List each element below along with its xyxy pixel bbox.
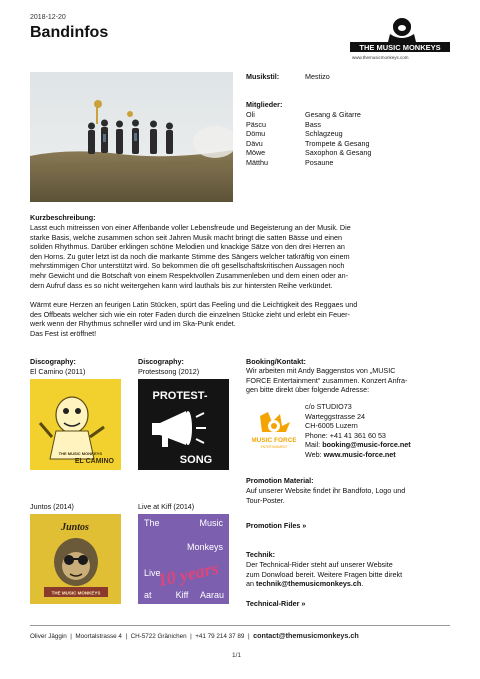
description-line: mehr Gewicht und die Botschaft von einem Respektvollen Zusammenleben und dem einen oder an- (30, 270, 349, 280)
member-role: Schlagzeug (305, 129, 343, 138)
album-title: El Camino (2011) (30, 367, 86, 376)
svg-text:THE MUSIC MONKEYS: THE MUSIC MONKEYS (51, 590, 101, 596)
document-date: 2018-12-20 (30, 14, 66, 21)
svg-text:THE MUSIC MONKEYS: THE MUSIC MONKEYS (58, 451, 102, 456)
member-row (246, 148, 446, 157)
page-number: 1/1 (232, 652, 242, 659)
member-row (246, 139, 446, 148)
footer-phone: +41 79 214 37 89 (195, 633, 245, 640)
web-label: Web: (305, 449, 324, 459)
album-cover-juntos[interactable] (30, 514, 121, 604)
discography-label: Discography: (30, 357, 76, 366)
svg-text:at: at (144, 590, 152, 600)
technik-line: zum Donwload bereit. Weitere Fragen bitte direkt (246, 569, 403, 579)
promotion-text (246, 486, 456, 505)
footer (30, 631, 450, 640)
member-row (246, 158, 446, 167)
footer-separator: | (125, 633, 128, 640)
footer-city: CH-5722 Gränichen (130, 633, 187, 640)
album-cover-el-camino[interactable] (30, 379, 121, 470)
svg-text:PROTEST-: PROTEST- (152, 390, 208, 402)
mail-line (305, 440, 465, 450)
description-line: des Offbeats welcher sich wie ein roter Faden durch die einzelnen Stücke zieht und erlebt ein Feuer- (30, 309, 350, 319)
address-line: Warteggstrasse 24 (305, 411, 366, 421)
promotion-line: Tour-Poster. (246, 495, 285, 505)
svg-text:Kiff: Kiff (175, 590, 189, 600)
svg-text:Aarau: Aarau (199, 590, 224, 600)
description-line: soliden Rhythmus. Darüber erklingen schöne Melodien und knackige Sätze von den drei Herren an (30, 242, 345, 252)
description-label: Kurzbeschreibung: (30, 213, 96, 222)
svg-text:ENTERTAINMENT: ENTERTAINMENT (260, 445, 288, 449)
footer-separator: | (190, 633, 192, 640)
booking-line: Wir arbeiten mit Andy Baggenstos von „MUSIC (246, 366, 396, 375)
member-role: Gesang & Gitarre (305, 110, 361, 119)
discography-label: Discography: (138, 357, 184, 366)
address-line: CH-6005 Luzern (305, 421, 358, 431)
member-role: Trompete & Gesang (305, 138, 370, 148)
album-cover-live-at-kiff[interactable] (138, 514, 229, 604)
description-line: starke Basis, welche zusammen schon seit Jahren Musik macht bringt die satten Bässe und einen (30, 232, 343, 242)
description-paragraph-2 (30, 300, 450, 338)
promotion-line: Auf unserer Website findet ihr Bandfoto, Logo und (246, 486, 406, 495)
member-row (246, 120, 446, 129)
album-cover-protestsong[interactable] (138, 379, 229, 470)
svg-text:The: The (144, 518, 160, 528)
technik-line: Der Technical-Rider steht auf unserer Website (246, 560, 393, 569)
booking-address (305, 402, 465, 460)
description-line: dern Aufruf dass es so nicht weitergehen kann wird lauthals bis zur hintersten Reihe verkündet. (30, 280, 333, 290)
member-name: Möwe (246, 148, 266, 157)
description-line: werk wenn der Rhythmus schneller wird und im Ska-Punk endet. (30, 319, 236, 329)
technik-email-link[interactable]: technik@themusicmonkeys.ch (256, 579, 362, 589)
page-title: Bandinfos (30, 24, 109, 41)
svg-text:MUSIC FORCE: MUSIC FORCE (252, 437, 296, 444)
technical-rider-link[interactable]: Technical-Rider » (246, 599, 306, 608)
promotion-label: Promotion Material: (246, 476, 314, 485)
footer-separator: | (247, 633, 250, 640)
booking-web-link[interactable]: www.music-force.net (323, 449, 396, 459)
music-force-logo (252, 410, 296, 454)
member-role: Bass (305, 119, 321, 129)
description-line: den Horns. Zu guter letzt ist da noch die markante Stimme des Sängers welcher tatkräftig von einem (30, 251, 350, 261)
description-paragraph-1 (30, 223, 450, 290)
member-name: Oli (246, 110, 255, 119)
svg-text:10 years: 10 years (155, 557, 221, 591)
booking-line: gen bitte direkt über folgende Adresse: (246, 385, 370, 395)
footer-email-link[interactable]: contact@themusicmonkeys.ch (253, 631, 359, 640)
technik-line: an technik@themusicmonkeys.ch. (246, 579, 364, 589)
album-title: Protestsong (2012) (138, 367, 200, 376)
technik-label: Technik: (246, 550, 276, 559)
address-line: c/o STUDIO73 (305, 402, 352, 411)
svg-text:Monkeys: Monkeys (186, 542, 223, 552)
member-name: Dömu (246, 129, 266, 138)
booking-line: FORCE Entertainment“ zusammen. Konzert Anfra- (246, 375, 408, 385)
members-label: Mitglieder: (246, 100, 283, 109)
album-title: Juntos (2014) (30, 502, 74, 511)
description-line: mehrstimmigen Chor unterstützt wird. So bekommen die oft gesellschaftskritischen Aussagen noch (30, 261, 345, 271)
phone-line: Phone: +41 41 361 60 53 (305, 430, 386, 440)
description-line: Wärmt eure Herzen an feurigen Latin Stücken, spürt das Feeling und die Leichtigkeit des Reggaes und (30, 300, 358, 309)
svg-text:Juntos: Juntos (61, 522, 89, 533)
booking-label: Booking/Kontakt: (246, 357, 306, 366)
footer-name: Oliver Jäggin (30, 633, 67, 640)
member-name: Päscu (246, 119, 266, 129)
band-photo (30, 72, 233, 202)
svg-text:SONG: SONG (179, 454, 213, 466)
svg-text:EL CAMINO: EL CAMINO (74, 458, 114, 465)
footer-separator: | (70, 633, 72, 640)
album-title: Live at Kiff (2014) (138, 502, 195, 511)
member-role: Posaune (305, 157, 334, 167)
style-value: Mestizo (305, 72, 330, 81)
footer-divider (30, 625, 450, 626)
member-row (246, 110, 446, 119)
member-name: Mätthu (246, 157, 268, 167)
footer-street: Moortalstrasse 4 (75, 633, 122, 640)
svg-text:THE MUSIC MONKEYS: THE MUSIC MONKEYS (359, 43, 441, 52)
promotion-files-link[interactable]: Promotion Files » (246, 521, 307, 530)
member-name: Dävu (246, 138, 263, 148)
booking-text (246, 366, 456, 395)
member-row (246, 129, 446, 138)
style-label: Musikstil: (246, 72, 280, 81)
description-line: Lasst euch mitreissen von einer Affenbande voller Lebensfreude und Begeisterung an der Musik. Die (30, 223, 351, 232)
technik-text (246, 560, 456, 589)
svg-text:Live: Live (144, 568, 161, 578)
description-line: Das Fest ist eröffnet! (30, 328, 97, 338)
svg-text:Music: Music (199, 518, 223, 528)
logo-url: www.themusicmonkeys.com (352, 55, 409, 60)
member-role: Saxophon & Gesang (305, 148, 372, 157)
booking-email-link[interactable]: booking@music-force.net (322, 440, 411, 450)
mail-label: Mail: (305, 440, 323, 450)
web-line (305, 450, 465, 460)
